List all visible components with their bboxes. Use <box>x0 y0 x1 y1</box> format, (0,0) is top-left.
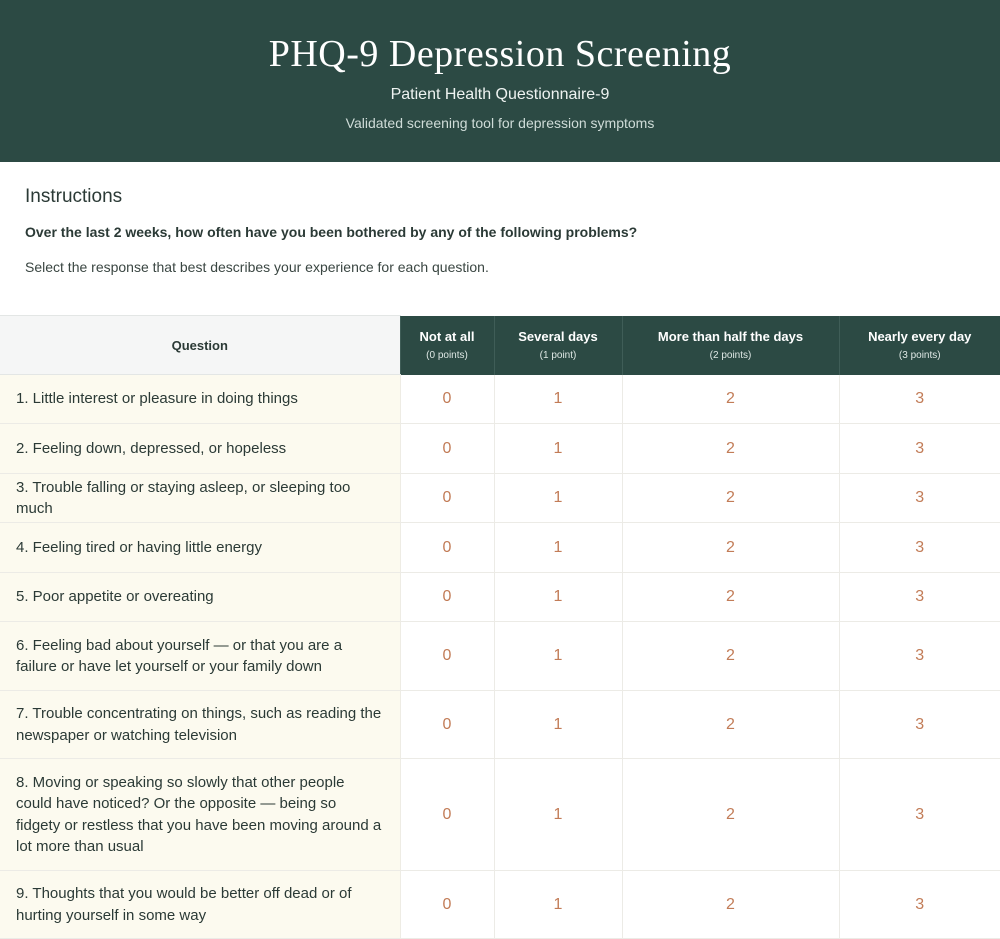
option-2-button[interactable]: 2 <box>622 871 839 939</box>
question-text: 2. Feeling down, depressed, or hopeless <box>0 424 400 474</box>
question-text: 3. Trouble falling or staying asleep, or sleeping too much <box>0 474 400 523</box>
option-1-button[interactable]: 1 <box>494 474 622 523</box>
option-3-button[interactable]: 3 <box>839 375 1000 424</box>
option-0-button[interactable]: 0 <box>400 622 494 691</box>
option-2-button[interactable]: 2 <box>622 622 839 691</box>
question-text: 7. Trouble concentrating on things, such as reading the newspaper or watching television <box>0 691 400 759</box>
option-2-button[interactable]: 2 <box>622 573 839 622</box>
page-subtitle: Patient Health Questionnaire-9 <box>0 85 1000 105</box>
question-column-header: Question <box>0 316 400 375</box>
table-header-row <box>0 316 1000 375</box>
option-points: (2 points) <box>623 349 839 362</box>
question-text: 4. Feeling tired or having little energy <box>0 523 400 573</box>
option-label: Several days <box>495 329 622 345</box>
phq9-table <box>0 315 1000 939</box>
question-text: 6. Feeling bad about yourself — or that you are a failure or have let yourself or your family down <box>0 622 400 691</box>
question-row <box>0 573 1000 622</box>
option-points: (1 point) <box>495 349 622 362</box>
option-3-button[interactable]: 3 <box>839 759 1000 871</box>
option-3-button[interactable]: 3 <box>839 573 1000 622</box>
option-header-nearly-every-day <box>839 316 1000 375</box>
instructions-heading: Instructions <box>25 186 975 208</box>
option-points: (0 points) <box>401 349 494 362</box>
option-points: (3 points) <box>840 349 1000 362</box>
question-row <box>0 622 1000 691</box>
option-label: More than half the days <box>623 329 839 345</box>
page-title: PHQ-9 Depression Screening <box>0 0 1000 76</box>
option-1-button[interactable]: 1 <box>494 375 622 424</box>
page-tagline: Validated screening tool for depression symptoms <box>0 114 1000 132</box>
option-label: Not at all <box>401 329 494 345</box>
option-3-button[interactable]: 3 <box>839 691 1000 759</box>
page-header <box>0 0 1000 162</box>
option-2-button[interactable]: 2 <box>622 691 839 759</box>
question-row <box>0 871 1000 939</box>
question-row <box>0 691 1000 759</box>
option-3-button[interactable]: 3 <box>839 871 1000 939</box>
option-0-button[interactable]: 0 <box>400 375 494 424</box>
option-1-button[interactable]: 1 <box>494 573 622 622</box>
option-header-more-than-half <box>622 316 839 375</box>
option-1-button[interactable]: 1 <box>494 871 622 939</box>
option-0-button[interactable]: 0 <box>400 424 494 474</box>
option-1-button[interactable]: 1 <box>494 424 622 474</box>
option-header-not-at-all <box>400 316 494 375</box>
option-0-button[interactable]: 0 <box>400 573 494 622</box>
option-1-button[interactable]: 1 <box>494 523 622 573</box>
option-3-button[interactable]: 3 <box>839 474 1000 523</box>
option-2-button[interactable]: 2 <box>622 474 839 523</box>
option-0-button[interactable]: 0 <box>400 759 494 871</box>
option-0-button[interactable]: 0 <box>400 523 494 573</box>
question-row <box>0 759 1000 871</box>
option-3-button[interactable]: 3 <box>839 622 1000 691</box>
question-row <box>0 474 1000 523</box>
option-3-button[interactable]: 3 <box>839 523 1000 573</box>
option-2-button[interactable]: 2 <box>622 424 839 474</box>
instructions-note: Select the response that best describes your experience for each question. <box>25 258 975 276</box>
option-label: Nearly every day <box>840 329 1000 345</box>
option-2-button[interactable]: 2 <box>622 523 839 573</box>
instructions-section <box>0 162 1000 315</box>
question-text: 8. Moving or speaking so slowly that other people could have noticed? Or the opposite — being so fidgety or restless that you have been moving around a lot more than usual <box>0 759 400 871</box>
option-0-button[interactable]: 0 <box>400 691 494 759</box>
option-1-button[interactable]: 1 <box>494 691 622 759</box>
option-3-button[interactable]: 3 <box>839 424 1000 474</box>
question-row <box>0 424 1000 474</box>
option-2-button[interactable]: 2 <box>622 759 839 871</box>
option-1-button[interactable]: 1 <box>494 622 622 691</box>
question-row <box>0 375 1000 424</box>
option-1-button[interactable]: 1 <box>494 759 622 871</box>
option-header-several-days <box>494 316 622 375</box>
question-row <box>0 523 1000 573</box>
option-2-button[interactable]: 2 <box>622 375 839 424</box>
question-text: 9. Thoughts that you would be better off dead or of hurting yourself in some way <box>0 871 400 939</box>
question-text: 1. Little interest or pleasure in doing things <box>0 375 400 424</box>
instructions-question: Over the last 2 weeks, how often have you been bothered by any of the following problems? <box>25 223 975 241</box>
option-0-button[interactable]: 0 <box>400 474 494 523</box>
option-0-button[interactable]: 0 <box>400 871 494 939</box>
question-text: 5. Poor appetite or overeating <box>0 573 400 622</box>
